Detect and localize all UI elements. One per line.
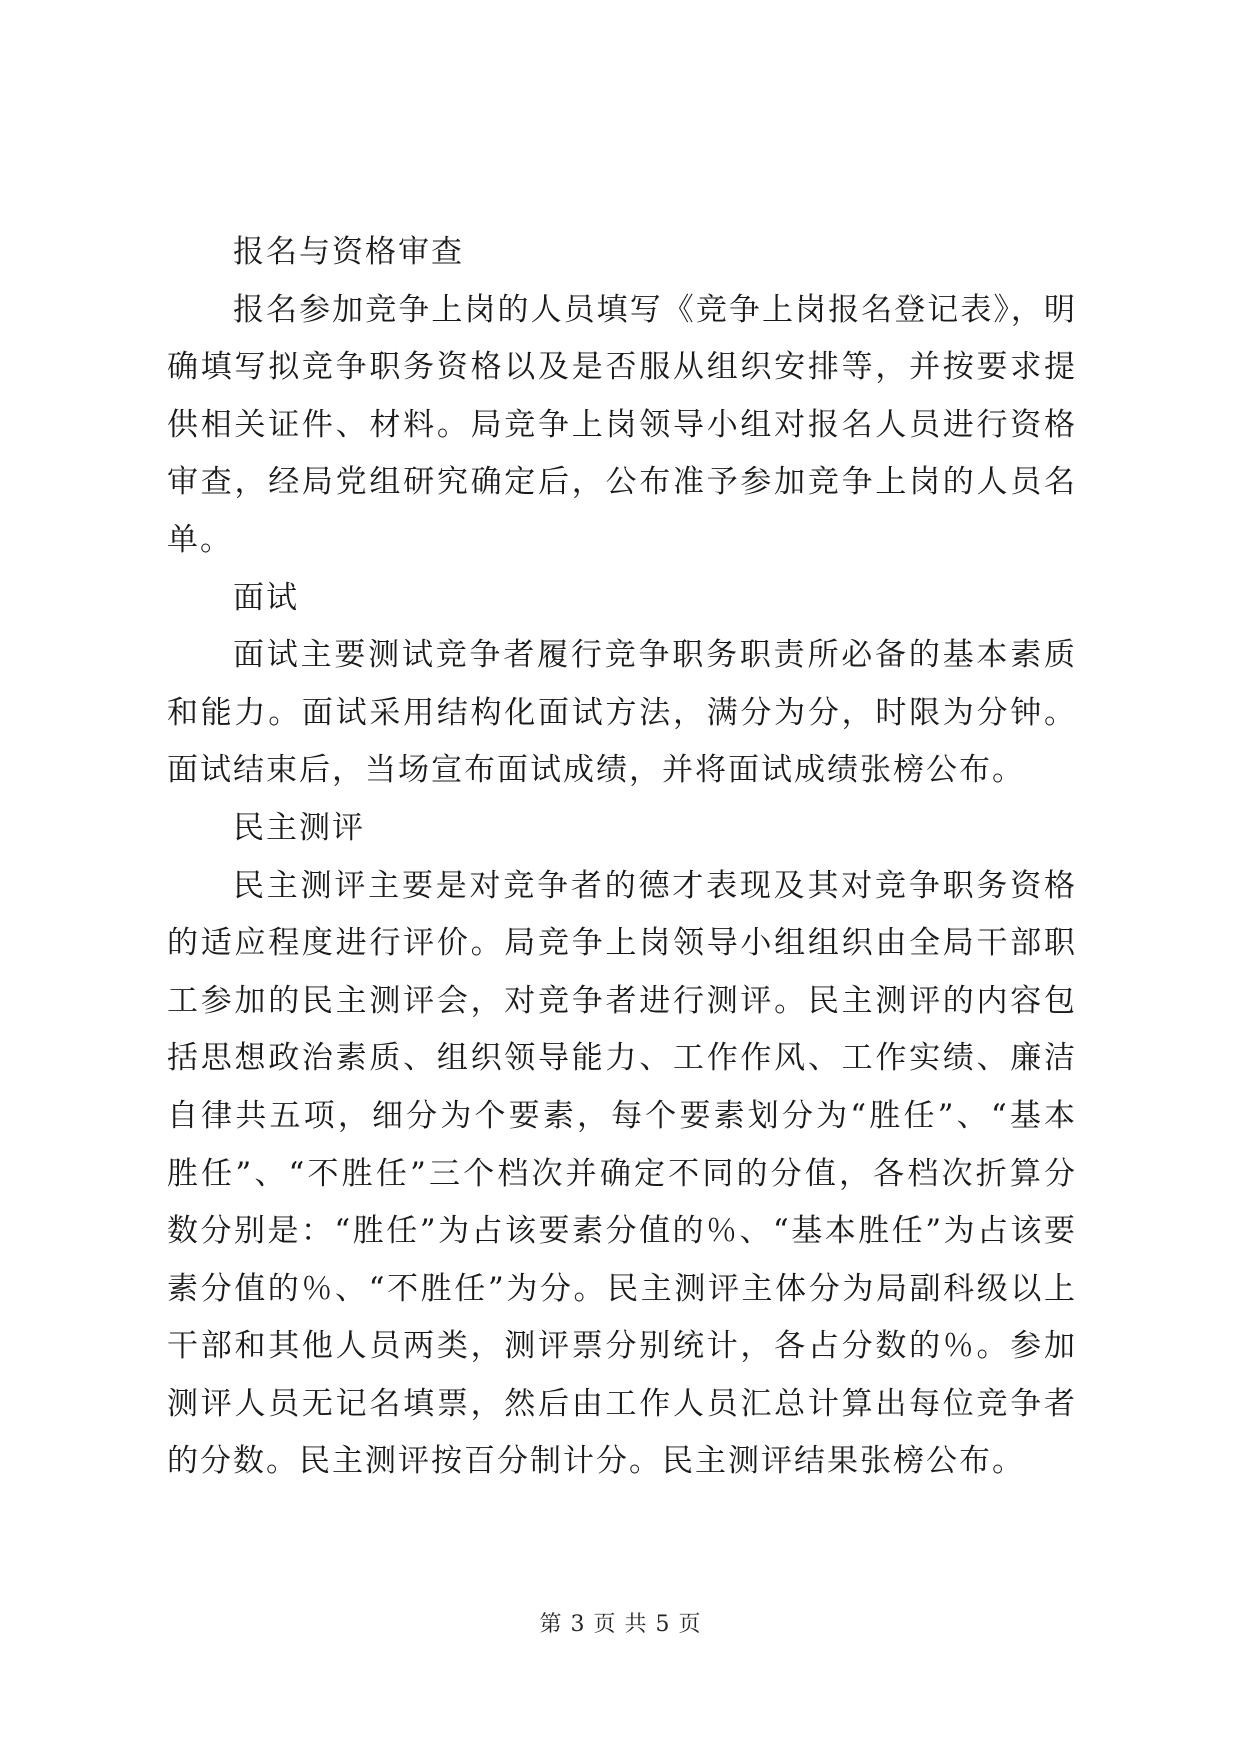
section-heading-democratic-evaluation: 民主测评 <box>233 809 365 846</box>
section-heading-interview: 面试 <box>233 579 299 616</box>
paragraph-registration: 报名参加竞争上岗的人员填写《竞争上岗报名登记表》，明确填写拟竞争职务资格以及是否服从组织安排等，并按要求提供相关证件、材料。局竞争上岗领导小组对报名人员进行资格审查，经局党组研究确定后，公布准予参加竞争上岗的人员名单。 <box>167 291 1077 558</box>
page-footer: 第 3 页 共 5 页 <box>539 1612 702 1637</box>
document-body <box>167 224 1077 1491</box>
paragraph-democratic-evaluation: 民主测评主要是对竞争者的德才表现及其对竞争职务资格的适应程度进行评价。局竞争上岗领导小组组织由全局干部职工参加的民主测评会，对竞争者进行测评。民主测评的内容包括思想政治素质、组织领导能力、工作作风、工作实绩、廉洁自律共五项，细分为个要素，每个要素划分为“胜任”、“基本胜任”、“不胜任”三个档次并确定不同的分值，各档次折算分数分别是：“胜任”为占该要素分值的％、“基本胜任”为占该要素分值的％、“不胜任”为分。民主测评主体分为局副科级以上干部和其他人员两类，测评票分别统计，各占分数的％。参加测评人员无记名填票，然后由工作人员汇总计算出每位竞争者的分数。民主测评按百分制计分。民主测评结果张榜公布。 <box>167 867 1077 1480</box>
paragraph-interview: 面试主要测试竞争者履行竞争职务职责所必备的基本素质和能力。面试采用结构化面试方法，满分为分，时限为分钟。面试结束后，当场宣布面试成绩，并将面试成绩张榜公布。 <box>167 637 1077 789</box>
section-heading-registration: 报名与资格审查 <box>233 234 464 270</box>
